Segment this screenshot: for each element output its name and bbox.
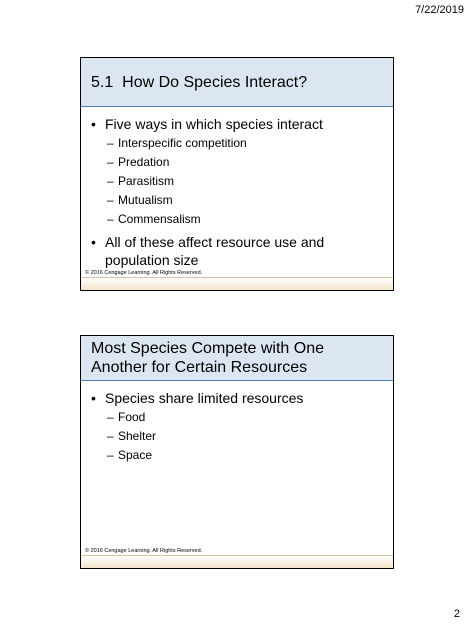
copyright-notice: © 2016 Cengage Learning. All Rights Reserved. xyxy=(85,548,203,554)
slide-title-bar xyxy=(81,58,393,107)
sub-bullet-marker: – xyxy=(107,174,114,188)
sub-bullet-text: Shelter xyxy=(118,429,157,443)
bullet-text: Species share limited resources xyxy=(105,390,304,406)
slide-body xyxy=(81,381,393,465)
sub-bullet-item xyxy=(91,427,393,446)
sub-bullet-item xyxy=(91,446,393,465)
slide-body xyxy=(81,107,393,269)
bullet-item xyxy=(91,233,393,269)
bullet-item xyxy=(91,389,393,407)
page-number: 2 xyxy=(453,608,460,620)
sub-bullet-marker: – xyxy=(107,155,114,169)
sub-bullet-marker: – xyxy=(107,429,114,443)
sub-bullet-item xyxy=(91,191,393,210)
slide-footer-bar xyxy=(81,555,393,568)
bullet-marker: • xyxy=(91,116,96,132)
sub-bullet-marker: – xyxy=(107,448,114,462)
sub-bullet-text: Commensalism xyxy=(118,212,201,226)
sub-bullet-item xyxy=(91,210,393,229)
sub-bullet-item xyxy=(91,153,393,172)
sub-bullet-marker: – xyxy=(107,212,114,226)
sub-bullet-text: Food xyxy=(118,410,146,424)
slide-1 xyxy=(80,57,394,291)
copyright-notice: © 2016 Cengage Learning. All Rights Reserved. xyxy=(85,270,203,276)
sub-bullet-marker: – xyxy=(107,410,114,424)
sub-bullet-text: Mutualism xyxy=(118,193,173,207)
sub-bullet-text: Parasitism xyxy=(118,174,175,188)
page-date: 7/22/2019 xyxy=(415,4,464,16)
slide-footer-bar xyxy=(81,277,393,290)
bullet-text: All of these affect resource use and population size xyxy=(105,234,325,268)
slide-title-bar xyxy=(81,336,393,381)
sub-bullet-text: Interspecific competition xyxy=(118,136,247,150)
slide-title: 5.1 How Do Species Interact? xyxy=(91,73,308,91)
sub-bullet-item xyxy=(91,172,393,191)
sub-bullet-marker: – xyxy=(107,193,114,207)
sub-bullet-text: Space xyxy=(118,448,153,462)
bullet-marker: • xyxy=(91,390,96,406)
sub-bullet-item xyxy=(91,134,393,153)
bullet-text: Five ways in which species interact xyxy=(105,116,323,132)
slide-title: Most Species Compete with One Another for Certain Resources xyxy=(91,340,324,376)
bullet-marker: • xyxy=(91,234,96,250)
sub-bullet-marker: – xyxy=(107,136,114,150)
bullet-item xyxy=(91,115,393,133)
sub-bullet-text: Predation xyxy=(118,155,170,169)
slide-2 xyxy=(80,335,394,569)
sub-bullet-item xyxy=(91,408,393,427)
